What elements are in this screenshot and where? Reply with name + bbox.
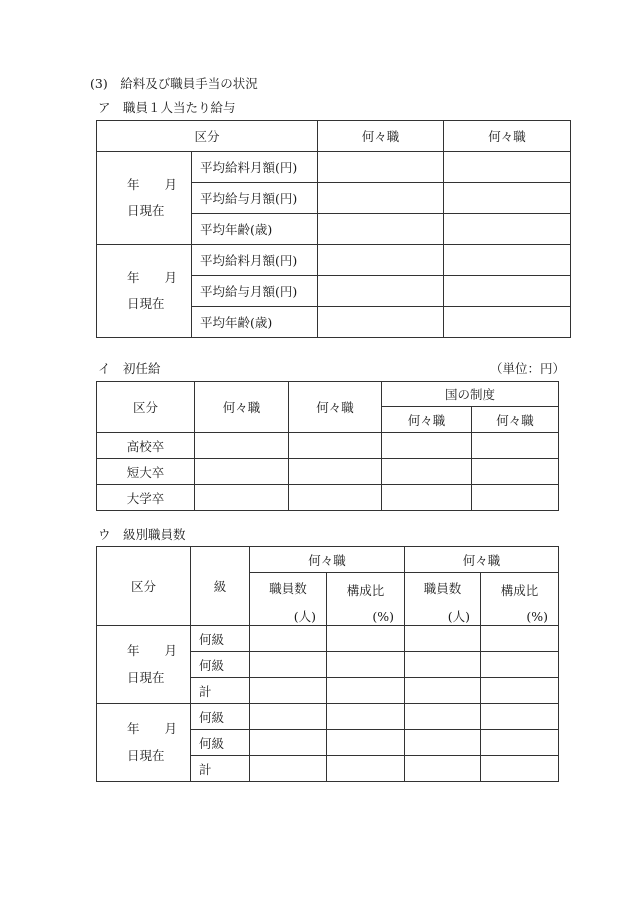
value-cell[interactable] <box>250 626 327 652</box>
value-cell[interactable] <box>327 678 405 704</box>
row-label: 短大卒 <box>97 459 195 485</box>
value-cell[interactable] <box>444 152 571 183</box>
value-cell[interactable] <box>405 704 481 730</box>
value-cell[interactable] <box>327 626 405 652</box>
row-label: 平均年齢(歳) <box>192 307 318 338</box>
value-cell[interactable] <box>472 485 559 511</box>
header-ratio: 構成比 (%) <box>481 573 559 626</box>
value-cell[interactable] <box>250 652 327 678</box>
value-cell[interactable] <box>250 730 327 756</box>
value-cell[interactable] <box>481 678 559 704</box>
value-cell[interactable] <box>318 214 444 245</box>
header-staff-count: 職員数 (人) <box>405 573 481 626</box>
value-cell[interactable] <box>481 626 559 652</box>
value-cell[interactable] <box>289 433 382 459</box>
header-group1: 何々職 <box>250 547 405 573</box>
value-cell[interactable] <box>289 459 382 485</box>
value-cell[interactable] <box>327 704 405 730</box>
value-cell[interactable] <box>327 730 405 756</box>
value-cell[interactable] <box>318 152 444 183</box>
value-cell[interactable] <box>318 307 444 338</box>
row-label: 高校卒 <box>97 433 195 459</box>
value-cell[interactable] <box>472 459 559 485</box>
value-cell[interactable] <box>405 652 481 678</box>
value-cell[interactable] <box>318 183 444 214</box>
header-staff-count: 職員数 (人) <box>250 573 327 626</box>
value-cell[interactable] <box>481 704 559 730</box>
header-grade: 級 <box>191 547 250 626</box>
grade-label: 計 <box>191 756 250 782</box>
value-cell[interactable] <box>481 756 559 782</box>
value-cell[interactable] <box>481 730 559 756</box>
date-cell: 年 月 日現在 <box>97 152 192 245</box>
header-col2: 何々職 <box>289 382 382 433</box>
header-col2: 何々職 <box>444 121 571 152</box>
value-cell[interactable] <box>382 433 472 459</box>
table-i-title: イ 初任給 <box>98 361 161 376</box>
row-label: 平均給料月額(円) <box>192 245 318 276</box>
value-cell[interactable] <box>250 678 327 704</box>
header-col1: 何々職 <box>318 121 444 152</box>
value-cell[interactable] <box>382 485 472 511</box>
date-cell: 年 月 日現在 <box>97 704 191 782</box>
value-cell[interactable] <box>250 704 327 730</box>
value-cell[interactable] <box>444 214 571 245</box>
header-group2: 何々職 <box>405 547 559 573</box>
table-a-title: ア 職員１人当たり給与 <box>98 100 236 115</box>
date-cell: 年 月 日現在 <box>97 626 191 704</box>
table-u-title: ウ 級別職員数 <box>98 527 186 542</box>
table-a <box>96 120 571 338</box>
grade-label: 何級 <box>191 626 250 652</box>
value-cell[interactable] <box>405 756 481 782</box>
value-cell[interactable] <box>318 245 444 276</box>
section-title: (3) 給料及び職員手当の状況 <box>90 76 258 91</box>
value-cell[interactable] <box>444 276 571 307</box>
value-cell[interactable] <box>327 652 405 678</box>
value-cell[interactable] <box>318 276 444 307</box>
header-category: 区分 <box>97 121 318 152</box>
value-cell[interactable] <box>405 678 481 704</box>
row-label: 大学卒 <box>97 485 195 511</box>
value-cell[interactable] <box>195 485 289 511</box>
grade-label: 何級 <box>191 652 250 678</box>
value-cell[interactable] <box>405 730 481 756</box>
header-sub2: 何々職 <box>472 407 559 433</box>
header-category: 区分 <box>97 547 191 626</box>
table-i-unit: （単位：円） <box>490 361 566 376</box>
header-ratio: 構成比 (%) <box>327 573 405 626</box>
value-cell[interactable] <box>405 626 481 652</box>
row-label: 平均給与月額(円) <box>192 183 318 214</box>
grade-label: 何級 <box>191 704 250 730</box>
value-cell[interactable] <box>444 307 571 338</box>
row-label: 平均年齢(歳) <box>192 214 318 245</box>
header-national-system: 国の制度 <box>382 382 559 407</box>
date-cell: 年 月 日現在 <box>97 245 192 338</box>
value-cell[interactable] <box>250 756 327 782</box>
header-sub1: 何々職 <box>382 407 472 433</box>
value-cell[interactable] <box>195 459 289 485</box>
value-cell[interactable] <box>195 433 289 459</box>
value-cell[interactable] <box>289 485 382 511</box>
value-cell[interactable] <box>472 433 559 459</box>
value-cell[interactable] <box>382 459 472 485</box>
table-u <box>96 546 559 782</box>
value-cell[interactable] <box>444 245 571 276</box>
value-cell[interactable] <box>481 652 559 678</box>
row-label: 平均給与月額(円) <box>192 276 318 307</box>
table-i <box>96 381 559 511</box>
value-cell[interactable] <box>327 756 405 782</box>
grade-label: 何級 <box>191 730 250 756</box>
row-label: 平均給料月額(円) <box>192 152 318 183</box>
value-cell[interactable] <box>444 183 571 214</box>
header-category: 区分 <box>97 382 195 433</box>
header-col1: 何々職 <box>195 382 289 433</box>
grade-label: 計 <box>191 678 250 704</box>
